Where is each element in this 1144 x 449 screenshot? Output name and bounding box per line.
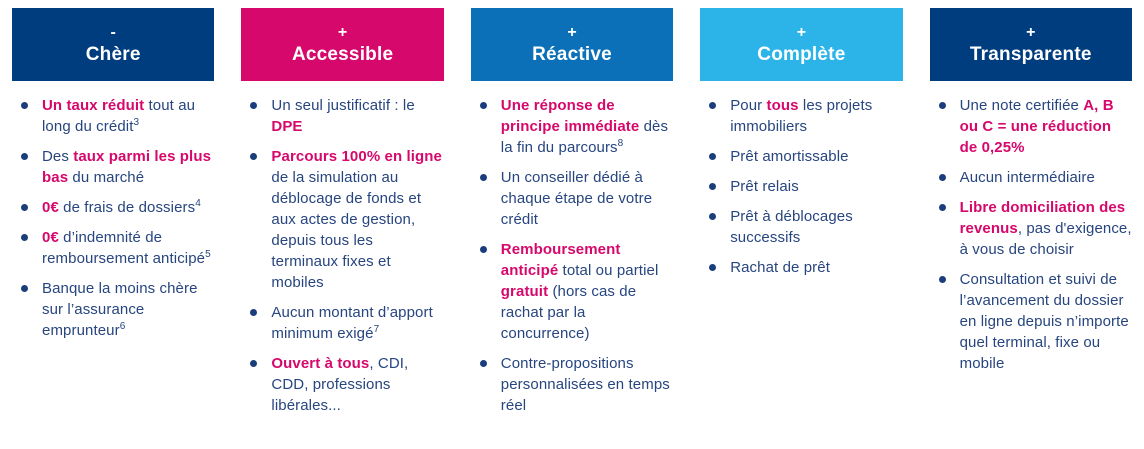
bullet-icon <box>480 360 487 367</box>
bullet-icon <box>709 102 716 109</box>
list-item <box>250 302 443 344</box>
list-item-text: Prêt relais <box>730 178 799 195</box>
bullet-icon <box>250 360 257 367</box>
list-item <box>250 353 443 416</box>
list-item-text: Aucun intermédiaire <box>959 169 1095 186</box>
list-item-text: Un conseiller dédié à chaque étape de votre crédit <box>500 169 653 228</box>
column-complete <box>700 8 902 449</box>
list-item <box>480 353 673 416</box>
bullet-icon <box>939 102 946 109</box>
column-title: Accessible <box>291 43 394 65</box>
list-item <box>480 95 673 158</box>
column-items-chere <box>12 95 214 341</box>
column-sign: + <box>1026 23 1036 41</box>
list-item-text: Remboursement anticipé total ou partiel gratuit (hors cas de rachat par la concurrence) <box>500 241 659 342</box>
list-item-text: Contre-propositions personnalisées en temps réel <box>500 355 670 414</box>
list-item <box>709 206 902 248</box>
list-item-text: Rachat de prêt <box>730 259 830 276</box>
bullet-icon <box>939 204 946 211</box>
bullet-icon <box>709 264 716 271</box>
bullet-icon <box>709 213 716 220</box>
list-item-text: Prêt amortissable <box>730 148 849 165</box>
list-item <box>939 269 1132 374</box>
column-transparente <box>930 8 1132 449</box>
column-accessible <box>241 8 443 449</box>
list-item <box>480 167 673 230</box>
list-item <box>939 95 1132 158</box>
list-item <box>21 227 214 269</box>
column-header-complete <box>700 8 902 81</box>
list-item <box>709 146 902 167</box>
bullet-icon <box>480 102 487 109</box>
column-header-transparente <box>930 8 1132 81</box>
bullet-icon <box>21 102 28 109</box>
column-sign: + <box>337 23 348 41</box>
bullet-icon <box>21 234 28 241</box>
column-items-complete <box>700 95 902 278</box>
list-item-text: Des taux parmi les plus bas du marché <box>42 148 212 186</box>
list-item-text: Une réponse de principe immédiate dès la fin du parcours$^8$ <box>500 97 669 156</box>
bullet-icon <box>939 276 946 283</box>
column-title: Chère <box>85 43 141 65</box>
column-items-accessible <box>241 95 443 416</box>
column-title: Réactive <box>532 43 612 65</box>
column-header-accessible <box>241 8 443 81</box>
bullet-icon <box>480 174 487 181</box>
column-sign: - <box>110 23 116 41</box>
bullet-icon <box>250 309 257 316</box>
list-item-text: Un taux réduit tout au long du crédit$^3$ <box>42 97 196 135</box>
bullet-icon <box>250 153 257 160</box>
list-item <box>21 197 214 218</box>
column-chere <box>12 8 214 449</box>
bullet-icon <box>709 153 716 160</box>
list-item-text: Prêt à déblocages successifs <box>730 208 853 246</box>
list-item <box>939 167 1132 188</box>
list-item <box>250 146 443 293</box>
list-item <box>709 257 902 278</box>
bullet-icon <box>21 204 28 211</box>
column-items-transparente <box>930 95 1132 374</box>
list-item <box>21 146 214 188</box>
list-item <box>21 278 214 341</box>
bullet-icon <box>21 153 28 160</box>
list-item-text: Une note certifiée A, B ou C = une réduction de 0,25% <box>959 97 1114 156</box>
list-item-text: Banque la moins chère sur l’assurance emprunteur$^6$ <box>42 280 198 339</box>
list-item-text: 0€ d’indemnité de remboursement anticipé$^5$ <box>42 229 211 267</box>
list-item-text: Parcours 100% en ligne de la simulation au déblocage de fonds et aux actes de gestion, depuis tous les terminaux fixes et mobiles <box>271 148 442 291</box>
column-items-reactive <box>471 95 673 416</box>
list-item-text: Pour tous les projets immobiliers <box>730 97 873 135</box>
list-item-text: Libre domiciliation des revenus, pas d'exigence, à vous de choisir <box>959 199 1132 258</box>
column-header-reactive <box>471 8 673 81</box>
list-item <box>21 95 214 137</box>
column-sign: + <box>567 23 577 41</box>
list-item <box>480 239 673 344</box>
bullet-icon <box>480 246 487 253</box>
list-item-text: Un seul justificatif : le DPE <box>271 97 415 135</box>
list-item <box>709 176 902 197</box>
column-title: Transparente <box>969 43 1092 65</box>
list-item-text: 0€ de frais de dossiers$^4$ <box>42 198 201 216</box>
bullet-icon <box>939 174 946 181</box>
list-item <box>939 197 1132 260</box>
list-item-text: Ouvert à tous, CDI, CDD, professions libérales... <box>271 355 409 414</box>
list-item-text: Consultation et suivi de l’avancement du dossier en ligne depuis n’importe quel terminal, fixe ou mobile <box>959 271 1129 372</box>
list-item <box>250 95 443 137</box>
column-title: Complète <box>757 43 846 65</box>
column-header-chere <box>12 8 214 81</box>
list-item-text: Aucun montant d’apport minimum exigé$^7$ <box>271 304 433 342</box>
bullet-icon <box>250 102 257 109</box>
bullet-icon <box>709 183 716 190</box>
list-item <box>709 95 902 137</box>
bullet-icon <box>21 285 28 292</box>
column-sign: + <box>796 23 807 41</box>
column-reactive <box>471 8 673 449</box>
